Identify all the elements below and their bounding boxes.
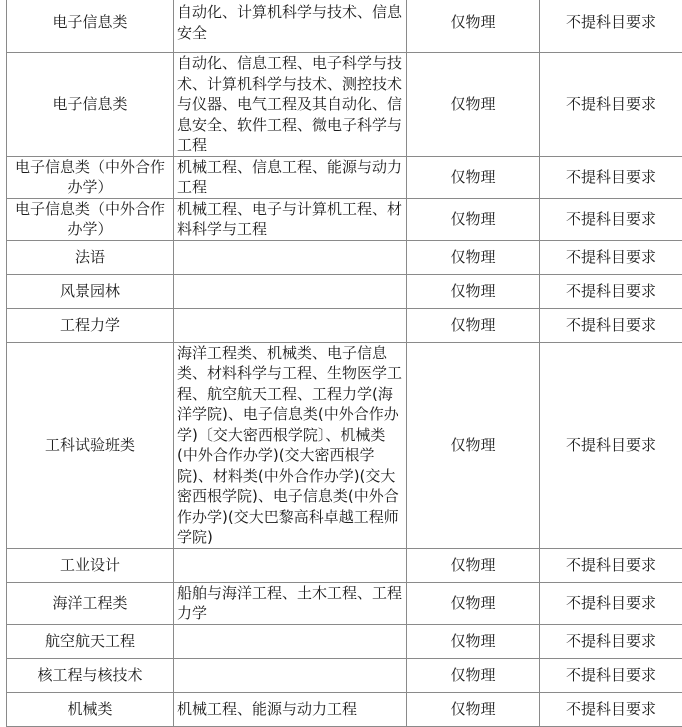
subject-note-cell: 不提科目要求 <box>540 0 682 53</box>
included-majors-cell: 自动化、计算机科学与技术、信息安全 <box>174 0 407 53</box>
subject-requirement-cell: 仅物理 <box>407 624 540 658</box>
table-row <box>7 548 682 582</box>
major-name-cell: 电子信息类（中外合作办学） <box>7 156 174 198</box>
table-row <box>7 156 682 198</box>
subject-requirement-cell: 仅物理 <box>407 658 540 692</box>
subject-note-cell: 不提科目要求 <box>540 658 682 692</box>
subject-requirement-cell: 仅物理 <box>407 548 540 582</box>
major-name-cell: 航空航天工程 <box>7 624 174 658</box>
subject-requirement-cell: 仅物理 <box>407 692 540 726</box>
table-row <box>7 240 682 274</box>
subject-note-cell: 不提科目要求 <box>540 156 682 198</box>
major-name-cell: 电子信息类 <box>7 0 174 53</box>
included-majors-cell: 机械工程、信息工程、能源与动力工程 <box>174 156 407 198</box>
included-majors-cell <box>174 548 407 582</box>
major-requirements-table-container <box>6 0 682 727</box>
subject-note-cell: 不提科目要求 <box>540 274 682 308</box>
subject-note-cell: 不提科目要求 <box>540 240 682 274</box>
table-row <box>7 582 682 624</box>
subject-requirement-cell: 仅物理 <box>407 342 540 548</box>
subject-requirement-cell: 仅物理 <box>407 240 540 274</box>
included-majors-cell: 船舶与海洋工程、土木工程、工程力学 <box>174 582 407 624</box>
included-majors-cell <box>174 658 407 692</box>
included-majors-cell: 机械工程、电子与计算机工程、材料科学与工程 <box>174 198 407 240</box>
table-row <box>7 308 682 342</box>
subject-note-cell: 不提科目要求 <box>540 342 682 548</box>
table-row <box>7 658 682 692</box>
subject-requirement-cell: 仅物理 <box>407 156 540 198</box>
included-majors-cell <box>174 274 407 308</box>
subject-requirement-cell: 仅物理 <box>407 53 540 157</box>
major-name-cell: 工科试验班类 <box>7 342 174 548</box>
table-row <box>7 692 682 726</box>
major-name-cell: 海洋工程类 <box>7 582 174 624</box>
table-row <box>7 53 682 157</box>
subject-requirement-cell: 仅物理 <box>407 198 540 240</box>
major-name-cell: 法语 <box>7 240 174 274</box>
subject-note-cell: 不提科目要求 <box>540 198 682 240</box>
table-row <box>7 198 682 240</box>
major-name-cell: 电子信息类 <box>7 53 174 157</box>
table-row <box>7 274 682 308</box>
included-majors-cell: 自动化、信息工程、电子科学与技术、计算机科学与技术、测控技术与仪器、电气工程及其自动化、信息安全、软件工程、微电子科学与工程 <box>174 53 407 157</box>
included-majors-cell: 机械工程、能源与动力工程 <box>174 692 407 726</box>
major-name-cell: 电子信息类（中外合作办学） <box>7 198 174 240</box>
subject-note-cell: 不提科目要求 <box>540 582 682 624</box>
included-majors-cell <box>174 308 407 342</box>
table-row <box>7 342 682 548</box>
included-majors-cell <box>174 240 407 274</box>
subject-requirement-cell: 仅物理 <box>407 582 540 624</box>
major-name-cell: 核工程与核技术 <box>7 658 174 692</box>
table-row <box>7 0 682 53</box>
major-name-cell: 风景园林 <box>7 274 174 308</box>
major-name-cell: 工程力学 <box>7 308 174 342</box>
major-name-cell: 工业设计 <box>7 548 174 582</box>
major-name-cell: 机械类 <box>7 692 174 726</box>
subject-requirement-cell: 仅物理 <box>407 274 540 308</box>
subject-requirement-cell: 仅物理 <box>407 0 540 53</box>
major-requirements-table <box>6 0 682 727</box>
subject-requirement-cell: 仅物理 <box>407 308 540 342</box>
subject-note-cell: 不提科目要求 <box>540 548 682 582</box>
included-majors-cell: 海洋工程类、机械类、电子信息类、材料科学与工程、生物医学工程、航空航天工程、工程力学(海洋学院)、电子信息类(中外合作办学)〔交大密西根学院〕、机械类(中外合作办学)(交大密西根学院)、材料类(中外合作办学)(交大密西根学院)、电子信息类(中外合作办学)(交大巴黎高科卓越工程师学院) <box>174 342 407 548</box>
subject-note-cell: 不提科目要求 <box>540 308 682 342</box>
table-row <box>7 624 682 658</box>
subject-note-cell: 不提科目要求 <box>540 624 682 658</box>
subject-note-cell: 不提科目要求 <box>540 53 682 157</box>
subject-note-cell: 不提科目要求 <box>540 692 682 726</box>
included-majors-cell <box>174 624 407 658</box>
